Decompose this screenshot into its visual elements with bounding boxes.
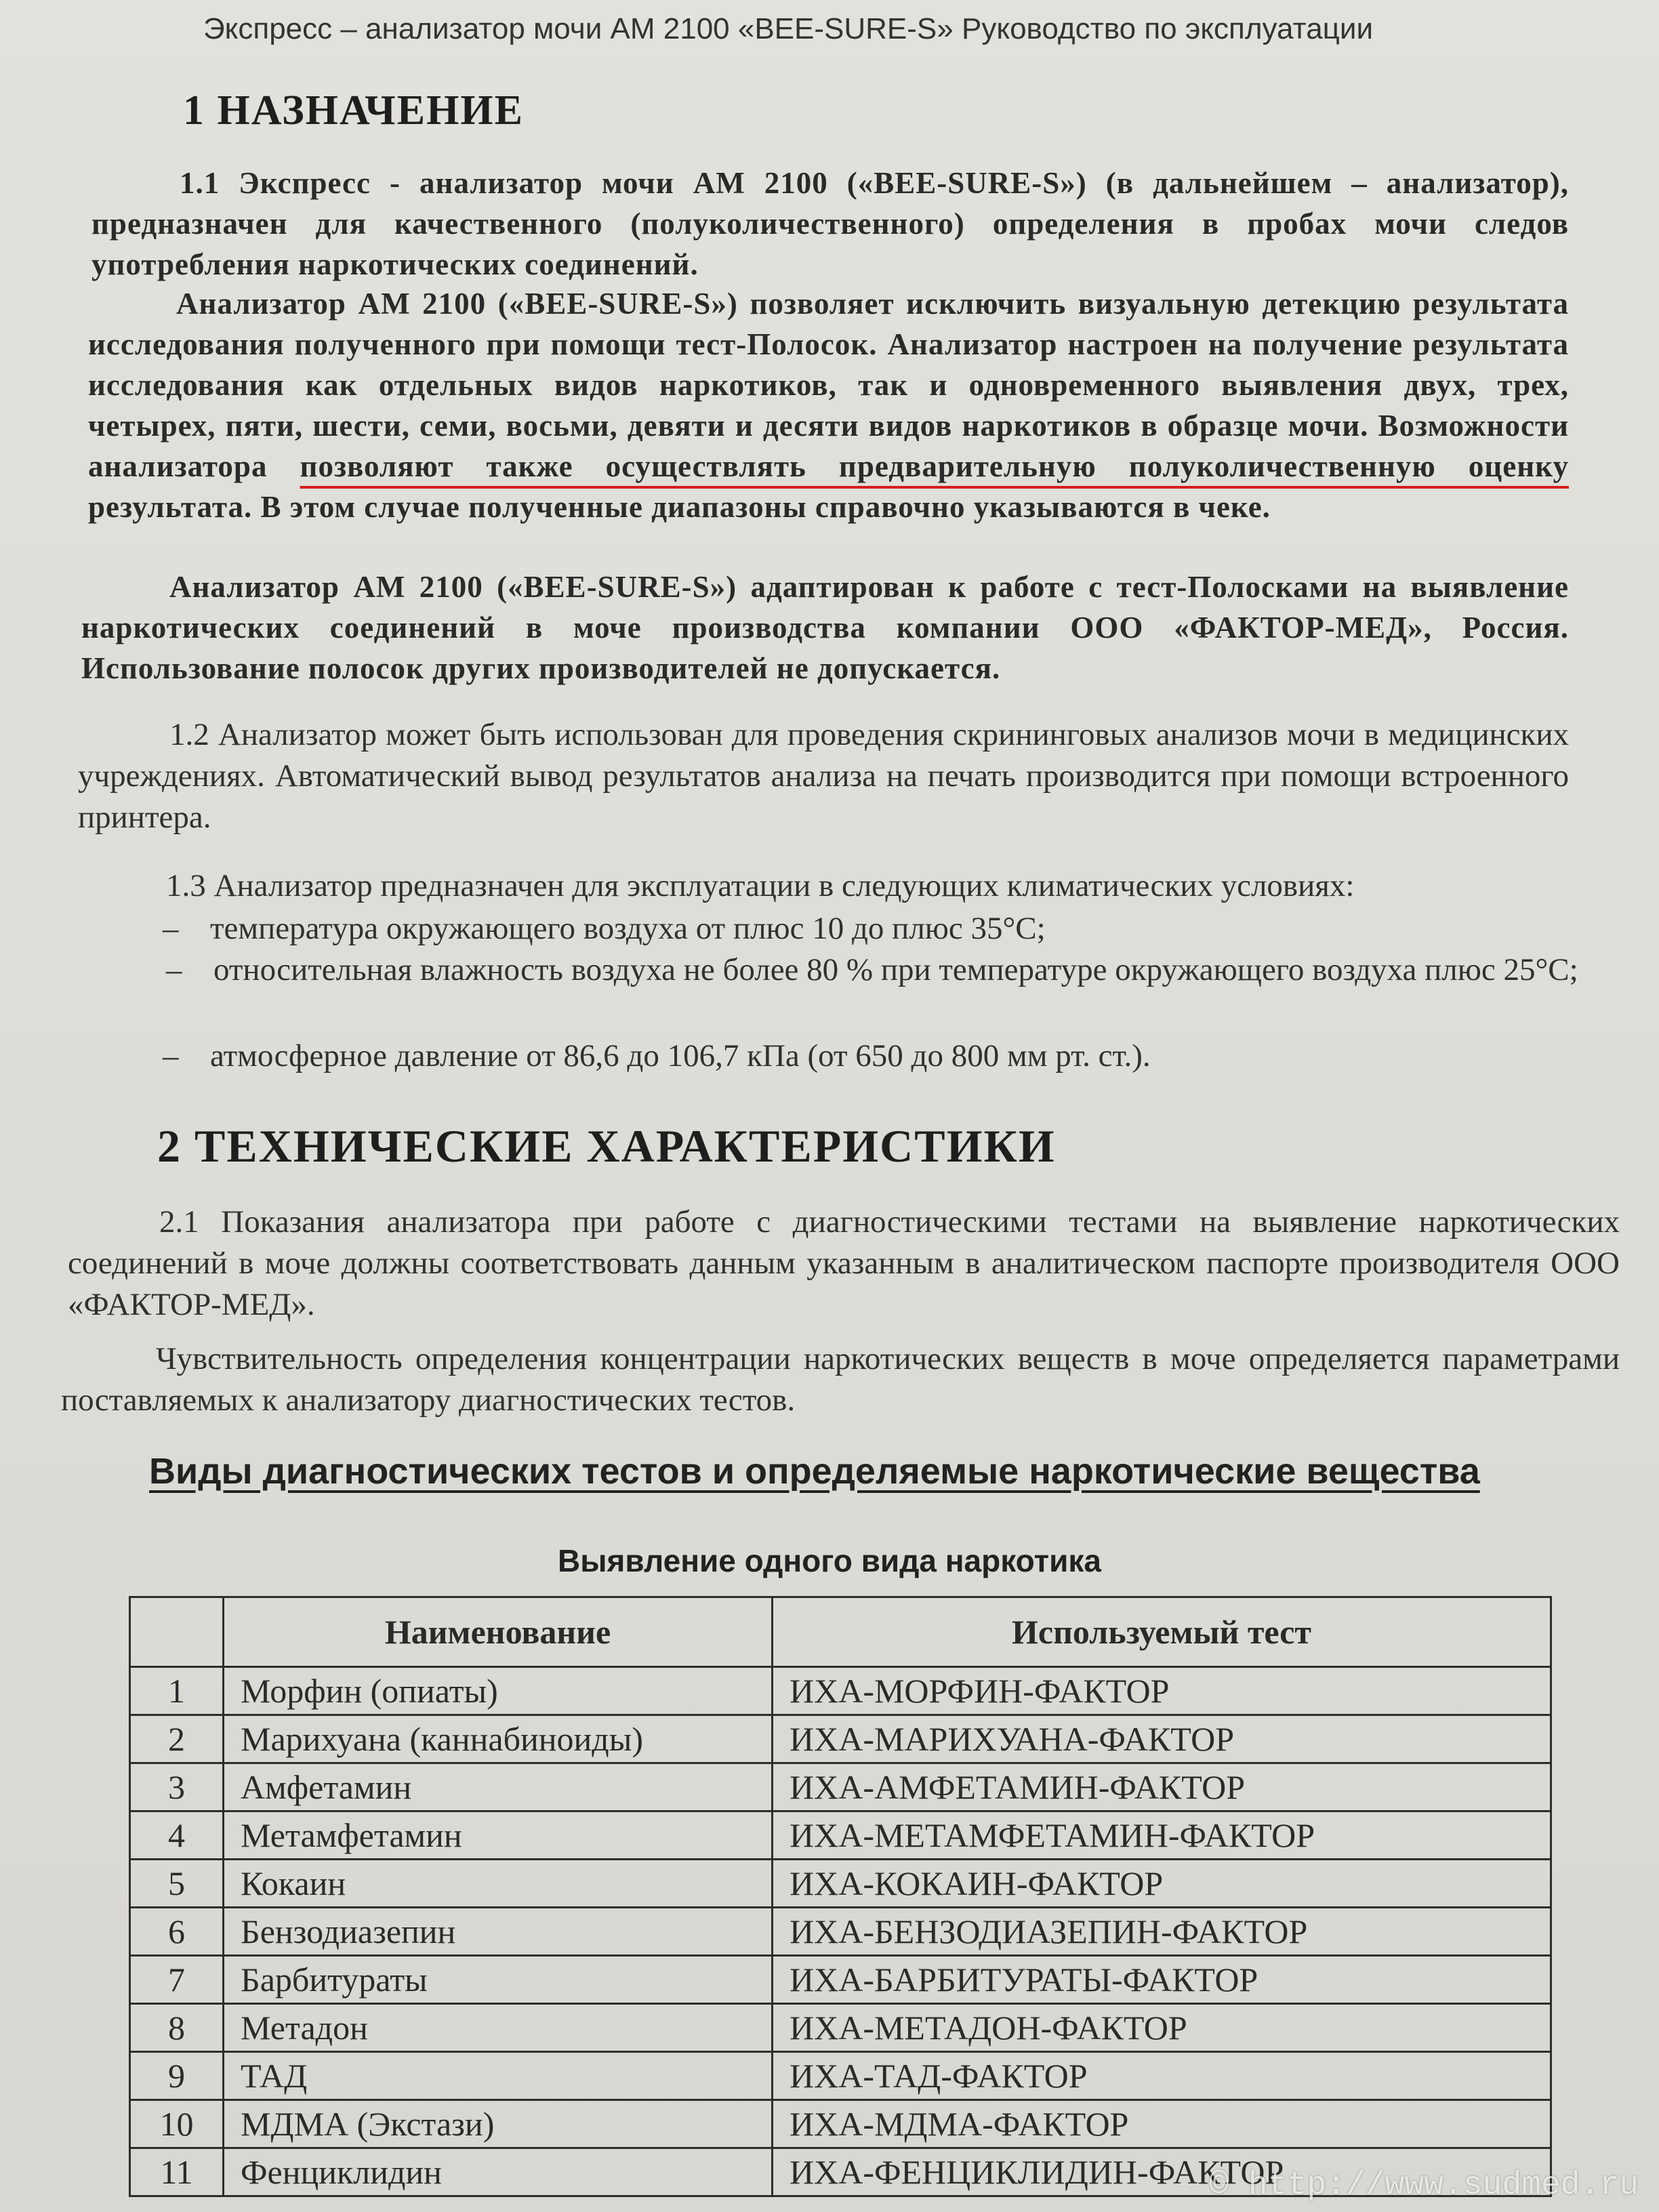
substance-name: Морфин (опиаты) [224, 1667, 773, 1715]
row-number: 2 [130, 1715, 224, 1763]
paragraph-test-strips: Анализатор АМ 2100 («BEE-SURE-S») адаптирован к работе с тест-Полосками на выявление наркотических соединений в моче производства компании ООО «ФАКТОР-МЕД», Россия. Использование полосок других производителей не допускается. [81, 570, 1569, 685]
row-number: 11 [130, 2148, 224, 2196]
paragraph-sensitivity: Чувствительность определения концентрации наркотических веществ в моче определяется параметрами поставляемых к анализатору диагностических тестов. [61, 1341, 1620, 1418]
section-2-title: 2 ТЕХНИЧЕСКИЕ ХАРАКТЕРИСТИКИ [157, 1120, 1056, 1172]
row-number: 7 [130, 1956, 224, 2004]
header-number [130, 1597, 224, 1667]
substance-name: Марихуана (каннабиноиды) [224, 1715, 773, 1763]
substance-name: Амфетамин [224, 1763, 773, 1811]
table-row [130, 1715, 1551, 1763]
paragraph-1-1: 1.1 Экспресс - анализатор мочи АМ 2100 («BEE-SURE-S») (в дальнейшем – анализатор), предназначен для качественного (полуколичественного) определения в пробах мочи следов употребления наркотических соединений. [91, 166, 1569, 281]
paragraph-1-3: 1.3 Анализатор предназначен для эксплуатации в следующих климатических условиях: [166, 868, 1355, 903]
test-name: ИХА-МДМА-ФАКТОР [773, 2100, 1551, 2148]
test-name: ИХА-БАРБИТУРАТЫ-ФАКТОР [773, 1956, 1551, 2004]
row-number: 4 [130, 1811, 224, 1860]
table-row [130, 2052, 1551, 2100]
table-row [130, 2004, 1551, 2052]
test-name: ИХА-МАРИХУАНА-ФАКТОР [773, 1715, 1551, 1763]
test-name: ИХА-МЕТАДОН-ФАКТОР [773, 2004, 1551, 2052]
substance-name: ТАД [224, 2052, 773, 2100]
row-number: 10 [130, 2100, 224, 2148]
red-underlined-phrase: позволяют также осуществлять предварительную полуколичественную оценку [300, 449, 1569, 483]
table-section-heading: Виды диагностических тестов и определяемые наркотические вещества [149, 1451, 1480, 1492]
header-name: Наименование [224, 1597, 773, 1667]
substance-name: Метамфетамин [224, 1811, 773, 1860]
row-number: 9 [130, 2052, 224, 2100]
test-name: ИХА-МЕТАМФЕТАМИН-ФАКТОР [773, 1811, 1551, 1860]
drug-tests-table [129, 1596, 1552, 2197]
table-row [130, 2100, 1551, 2148]
condition-item: – относительная влажность воздуха не более 80 % при температуре окружающего воздуха плюс 25°С; [166, 952, 1578, 987]
table-row [130, 1860, 1551, 1908]
table-row [130, 1763, 1551, 1811]
row-number: 5 [130, 1860, 224, 1908]
paragraph-1-2: 1.2 Анализатор может быть использован для проведения скрининговых анализов мочи в медицинских учреждениях. Автоматический вывод результатов анализа на печать производится при помощи встроенного принтера. [78, 717, 1569, 835]
test-name: ИХА-АМФЕТАМИН-ФАКТОР [773, 1763, 1551, 1811]
row-number: 1 [130, 1667, 224, 1715]
substance-name: Фенциклидин [224, 2148, 773, 2196]
paragraph-analyzer-description: Анализатор АМ 2100 («BEE-SURE-S») позволяет исключить визуальную детекцию результата исследования полученного при помощи тест-Полосок. Анализатор настроен на получение результата исследования как отдельных видов наркотиков, так и одновременного выявления двух, трех, четырех, пяти, шести, семи, восьми, девяти и десяти видов наркотиков в образце мочи. Возможности анализатора позволяют также осуществлять предварительную полуколичественную оценку результата. В этом случае полученные диапазоны справочно указываются в чеке. [88, 287, 1569, 524]
table-header-row [130, 1597, 1551, 1667]
section-1-title: 1 НАЗНАЧЕНИЕ [183, 87, 524, 134]
test-name: ИХА-МОРФИН-ФАКТОР [773, 1667, 1551, 1715]
condition-item: – атмосферное давление от 86,6 до 106,7 кПа (от 650 до 800 мм рт. ст.). [163, 1038, 1151, 1073]
test-name: ИХА-БЕНЗОДИАЗЕПИН-ФАКТОР [773, 1908, 1551, 1956]
header-test: Используемый тест [773, 1597, 1551, 1667]
substance-name: Кокаин [224, 1860, 773, 1908]
test-name: ИХА-КОКАИН-ФАКТОР [773, 1860, 1551, 1908]
row-number: 3 [130, 1763, 224, 1811]
watermark: © http://www.sudmed.ru [1209, 2167, 1639, 2204]
substance-name: Бензодиазепин [224, 1908, 773, 1956]
table-row [130, 1908, 1551, 1956]
row-number: 6 [130, 1908, 224, 1956]
table-row [130, 1956, 1551, 2004]
test-name: ИХА-ТАД-ФАКТОР [773, 2052, 1551, 2100]
table-row [130, 1667, 1551, 1715]
substance-name: МДМА (Экстази) [224, 2100, 773, 2148]
condition-item: – температура окружающего воздуха от плюс 10 до плюс 35°С; [163, 911, 1046, 946]
test-name: ИХА-ФЕНЦИКЛИДИН-ФАКТОР [773, 2148, 1551, 2196]
substance-name: Барбитураты [224, 1956, 773, 2004]
row-number: 8 [130, 2004, 224, 2052]
substance-name: Метадон [224, 2004, 773, 2052]
table-caption: Выявление одного вида наркотика [557, 1543, 1101, 1578]
table-row [130, 1811, 1551, 1860]
paragraph-2-1: 2.1 Показания анализатора при работе с диагностическими тестами на выявление наркотических соединений в моче должны соответствовать данным указанным в аналитическом паспорте производителя ООО «ФАКТОР-МЕД». [68, 1204, 1620, 1322]
running-header: Экспресс – анализатор мочи АМ 2100 «BEE-SURE-S» Руководство по эксплуатации [203, 12, 1374, 45]
